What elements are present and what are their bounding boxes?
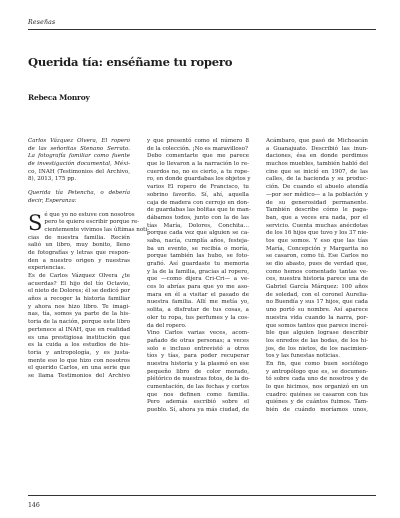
text-line: María, Concepción y Margarita no [266,245,368,252]
text-line: cientemente vivimos las últimas noti- [44,226,150,233]
text-line: Gabriel García Márquez: 100 años [266,284,368,291]
drop-cap: S [28,210,43,235]
text-line: cuadro: quiénes se casaron con tus [266,391,368,398]
body-text [266,138,368,415]
text-line: nas, tía, somos ya parte de la his- [28,311,130,318]
text-line: no Buendía y sus 17 hijos, que cada [266,299,368,306]
text-line: oler tu ropa, tus perfumes y la cos- [147,314,249,321]
text-line: cias de nuestra familia. Recién [28,234,130,241]
text-line: se dio abasto, pues de verdad que, [266,261,368,267]
footer-rule [28,495,376,496]
epigraph [28,190,130,205]
text-column-3 [266,138,368,415]
text-line: ba un evento, se recibía o moría, [147,245,249,252]
article-title: Querida tía: enséñame tu ropero [28,55,233,69]
text-line: mara en él a visitar el pasado de [147,291,249,298]
book-citation [28,138,130,184]
header-rule [28,29,376,30]
text-line: acuerdas? El hijo del tío Octavio, [28,280,130,287]
text-line: muchos muebles, también habló del [266,161,368,168]
text-line: es una prestigiosa institución que [28,334,130,341]
text-line: Acámbaro, que pasó de Michoacán [266,138,368,144]
text-line: pueblo. Sí, ahora ya más ciudad, de [147,407,249,414]
text-line: En fin, que como buen sociólogo [266,360,368,367]
text-line: que nos definen como familia. [147,391,249,398]
text-line: nuestra familia. Allí me metía yo, [147,299,249,306]
text-line: sobrino favorito. Sí, ahí, aquella [147,191,249,198]
text-line: de soledad, con el coronel Aurelia- [266,291,368,298]
text-line: plétórico de nuestras fotos, de la do- [147,376,251,383]
text-line: ban, que a veces era nada, por el [266,214,368,221]
text-line: uno portó su nombre. Así aparece [266,307,368,314]
text-line: Debo comentarte que me parece [147,153,249,160]
section-label: Reseñas [28,19,56,26]
text-line: de los 16 hijos que tuvo y los 37 nie- [266,230,369,237]
text-line: nuestra vida cuando la narra, por- [266,314,368,321]
text-line: mente eso lo que hizo con nosotros [28,357,130,364]
body-text [28,210,150,381]
text-line: que —como dijera Cri-Cri— a ve- [147,276,249,283]
text-line: que lo llevaron a la narración lo re- [147,161,249,168]
text-line: co, INAH (Testimonios del Archivo, [28,168,130,175]
text-line: de investigación documental, Méxi- [28,161,130,168]
text-line: quiénes y de cuántos fuimos. Tam- [266,399,368,406]
text-line: experiencias. [28,265,66,272]
text-line: tos y las funestas noticias. [266,353,340,360]
text-line: cumentación, de las fechas y cortos [147,384,249,390]
text-line: ro, en donde guardabas los objetos y [147,176,251,183]
text-line: como hemos comentado tantas ve- [266,268,368,275]
text-line: daciones, ésa en donde perdimos [266,153,368,160]
text-line: saba, nacía, cumplía años, festeja- [147,237,249,244]
text-line: años a recoger la historia familiar [28,296,130,303]
text-line: calles, de la hacienda y su produc- [266,176,368,183]
text-line: pequeño libro de color morado, [147,368,249,375]
text-line: Pero además escribió sobre el [147,399,249,406]
text-line: ces, nuestra historia parece una de [266,276,368,283]
text-line: se llama Testimonios del Archivo [28,372,130,379]
text-line: es la cuida a los estudios de his- [28,342,130,349]
text-line: ble que alguien lograse describir [266,330,368,337]
text-line: —por ser médico— a la población y [266,191,368,198]
body-text [147,138,249,415]
text-line: toria y antropología, y es justa- [28,349,130,356]
text-line: y antropólogo que es, se documen- [266,368,368,375]
text-line: También describe cómo le paga- [266,207,368,214]
text-line: el nieto de Dolores; él se dedicó por [28,288,130,295]
text-line: da del ropero. [147,322,187,329]
text-line: de guardabas las bolitas que te man- [147,207,251,214]
text-line: Vino Carlos varias veces, acom- [147,330,249,337]
text-line: tías María, Dolores, Conchita… [147,222,249,229]
text-line: lo que hicimos, nos organizó en un [266,384,368,390]
text-line: pañado de otras personas; a veces [147,337,249,344]
text-line: Es de Carlos Vázquez Olvera ¿te [28,273,130,279]
text-line: den a nuestro origen y nuestras [28,257,130,264]
text-line: tó sobre cada uno de nosotros y de [266,376,368,383]
text-line: é que yo no estuve con nosotros [44,211,135,218]
page-number: 146 [28,502,40,509]
text-line: tíos y tías, para poder recuperar [147,353,249,360]
text-line: solo e incluso entrevistó a otros [147,345,249,352]
article-author: Rebeca Monroy [28,93,90,102]
text-column-1 [28,138,150,381]
text-line: y la de la familia, gracias al ropero, [147,268,249,275]
text-line: se casaron, como tú. Ese Carlos no [266,253,368,260]
text-line: nuestra historia y la plasmó en ese [147,360,249,367]
text-line: 8), 2013, 175 pp. [28,176,77,183]
text-line: el querido Carlos, en una serie que [28,365,130,372]
text-line: solita, a disfrutar de tus cosas, a [147,307,249,314]
text-line: y ahora nos hizo libro. Te imagi- [28,303,130,310]
text-line: Carlos Vázquez Olvera, El ropero [28,138,130,144]
text-line: y que presentó como el número 8 [147,138,249,144]
text-column-2 [147,138,249,415]
text-line: porque cada vez que alguien se ca- [147,230,249,237]
text-line: servicio. Cuenta muchas anécdotas [266,222,368,229]
text-line: Querida tía Petencha, o debería [28,190,130,197]
text-line: dábamos todos, junto con la de las [147,214,249,221]
text-line: grafió. Así guardaste tu memoria [147,261,249,267]
text-line: que somos tantos que parece increí- [266,322,368,329]
text-line: La fotografía familiar como fuente [28,153,130,160]
text-line: de las señoritas Stenano Serrato. [28,145,130,152]
text-line: bién de cuándo moríamos unos, [266,407,368,414]
text-line: de fotografías y letras que respon- [28,249,130,256]
text-line: a Guanajuato. Describió las inun- [266,145,368,152]
text-line: porque también las hubo, se foto- [147,253,249,260]
text-line: ción. De cuando el abuelo atendía [266,184,368,191]
text-line: cine que se inició en 1907, de las [266,168,368,175]
text-line: ces lo abrías para que yo me aso- [147,284,249,291]
text-line: tos que somos. Y eso que las tías [266,237,368,244]
text-line: de su generosidad permanente. [266,199,368,206]
text-line: de la colección. ¡No es maravilloso? [147,145,248,152]
text-line: pertenece al INAH, que en realidad [28,326,130,333]
text-line: jos, de los nietos, de los nacimien- [266,345,368,352]
text-line: salió un libro, muy bonito, lleno [28,242,130,249]
text-line: cuerdos no, no es cierto, a tu rope- [147,168,249,175]
text-line: los enredos de las bodas, de los hi- [266,337,368,344]
text-line: decir, Esperanza: [28,197,77,204]
text-line: varios El ropero de Francisco, tu [147,184,249,191]
text-line: pero te quiero escribir porque re- [44,219,140,226]
text-line: caja de madera con cerrojo en don- [147,199,249,206]
text-line: toria de la nación, porque este libro [28,319,130,326]
